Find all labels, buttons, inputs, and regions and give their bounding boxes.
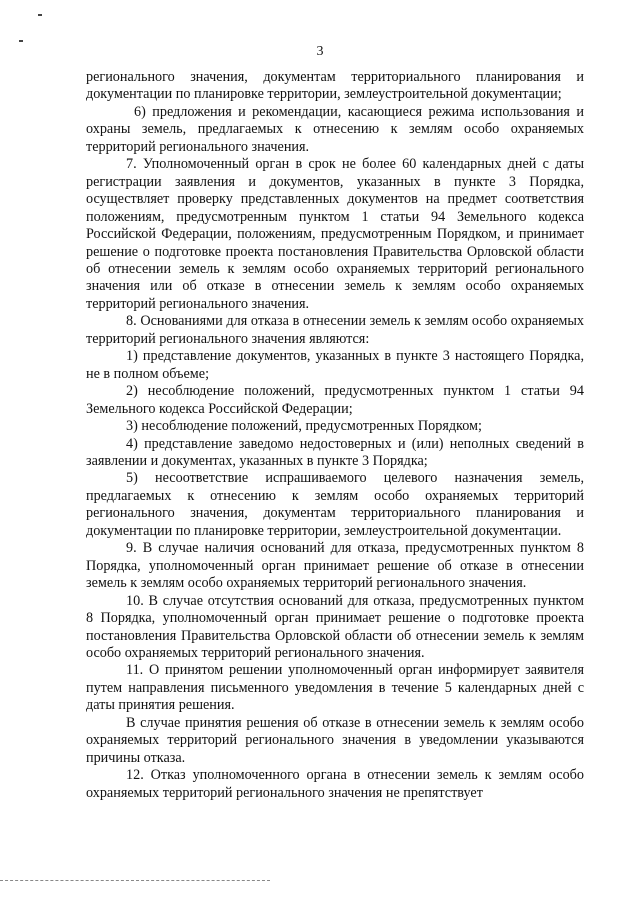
- paragraph-11: 11. О принятом решении уполномоченный орган информирует заявителя путем направления письменного уведомления в течение 5 календарных дней с даты принятия решения.: [86, 662, 584, 714]
- paragraph-8-item-4: 4) представление заведомо недостоверных и (или) неполных сведений в заявлении и документах, указанных в пункте 3 Порядка;: [86, 435, 584, 469]
- paragraph-8-item-5: 5) несоответствие испрашиваемого целевого назначения земель, предлагаемых к отнесению к землям особо охраняемых территорий регионального значения, документам территориального планирования и документации по планировке территории, землеустроительной документации.: [86, 470, 584, 539]
- scan-mark: [38, 14, 42, 16]
- paragraph-7: 7. Уполномоченный орган в срок не более 60 календарных дней с даты регистрации заявления и документов, указанных в пункте 3 Порядка, осуществляет проверку представленных документов на предмет соответствия положениям, предусмотренным пунктом 1 статьи 94 Земельного кодекса Российской Федерации, положениям, предусмотренным Порядком, и принимает решение о подготовке проекта постановления Правительства Орловской области об отнесении земель к землям особо охраняемых территорий регионального значения или об отказе в отнесении земель к землям особо охраняемых территорий регионального значения.: [86, 156, 584, 312]
- paragraph-12: 12. Отказ уполномоченного органа в отнесении земель к землям особо охраняемых территорий регионального значения не препятствует: [86, 767, 584, 801]
- page-number: 3: [316, 44, 324, 59]
- paragraph-8-item-2: 2) несоблюдение положений, предусмотренных пунктом 1 статьи 94 Земельного кодекса Российской Федерации;: [86, 383, 584, 417]
- footer-divider: [0, 880, 270, 881]
- paragraph-continuation: регионального значения, документам территориального планирования и документации по планировке территории, землеустроительной документации;: [86, 69, 584, 103]
- paragraph-10: 10. В случае отсутствия оснований для отказа, предусмотренных пунктом 8 Порядка, уполномоченный орган принимает решение о подготовке проекта постановления Правительства Орловской области об отнесении земель к землям особо охраняемых территорий регионального значения.: [86, 592, 584, 661]
- paragraph-8: 8. Основаниями для отказа в отнесении земель к землям особо охраняемых территорий регионального значения являются:: [86, 313, 584, 347]
- paragraph-9: 9. В случае наличия оснований для отказа, предусмотренных пунктом 8 Порядка, уполномоченный орган принимает решение об отказе в отнесении земель к землям особо охраняемых территорий регионального значения.: [86, 540, 584, 592]
- document-body: [86, 69, 584, 802]
- paragraph-8-item-3: 3) несоблюдение положений, предусмотренных Порядком;: [126, 418, 482, 435]
- paragraph-11-note: В случае принятия решения об отказе в отнесении земель к землям особо охраняемых территорий регионального значения в уведомлении указываются причины отказа.: [86, 714, 584, 766]
- paragraph-item-6: 6) предложения и рекомендации, касающиеся режима использования и охраны земель, предлагаемых к отнесению к землям особо охраняемых территорий регионального значения.: [86, 103, 584, 155]
- paragraph-8-item-1: 1) представление документов, указанных в пункте 3 настоящего Порядка, не в полном объеме;: [86, 348, 584, 382]
- scan-mark: [19, 40, 23, 42]
